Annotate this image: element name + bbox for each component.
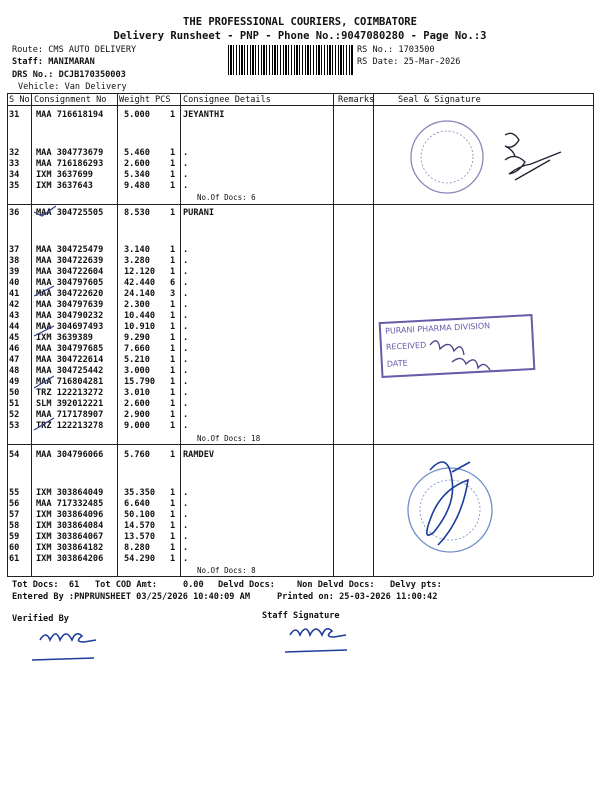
- row-pcs: 1: [170, 300, 176, 310]
- row-details: .: [183, 510, 189, 520]
- total-docs: Tot Docs: 61: [12, 580, 80, 590]
- row-pcs: 1: [170, 148, 176, 158]
- col-header-seal: Seal & Signature: [398, 95, 481, 105]
- row-consignment: IXM 303864067: [36, 532, 104, 542]
- row-pcs: 1: [170, 366, 176, 376]
- row-details: .: [183, 488, 189, 498]
- row-details: .: [183, 532, 189, 542]
- verified-signature: [32, 634, 96, 660]
- row-pcs: 1: [170, 450, 176, 460]
- row-sno: 50: [9, 388, 20, 398]
- row-details: .: [183, 278, 189, 288]
- row-consignment: MAA 717332485: [36, 499, 104, 509]
- row-details: .: [183, 410, 189, 420]
- row-details: .: [183, 377, 189, 387]
- delivery-points: Delvy pts:: [390, 580, 442, 590]
- row-details: .: [183, 355, 189, 365]
- row-weight: 3.140: [124, 245, 150, 255]
- row-pcs: 1: [170, 267, 176, 277]
- row-sno: 61: [9, 554, 20, 564]
- row-weight: 2.600: [124, 159, 150, 169]
- row-details: .: [183, 159, 189, 169]
- row-consignment: IXM 3637643: [36, 181, 93, 191]
- rs-number: RS No.: 1703500: [357, 45, 435, 55]
- round-stamp: [411, 121, 483, 193]
- row-details: PURANI: [183, 208, 215, 218]
- row-sno: 39: [9, 267, 20, 277]
- row-pcs: 1: [170, 181, 176, 191]
- row-consignment: MAA 304773679: [36, 148, 104, 158]
- row-weight: 10.910: [124, 322, 156, 332]
- row-pcs: 1: [170, 421, 176, 431]
- row-sno: 31: [9, 110, 20, 120]
- row-sno: 44: [9, 322, 20, 332]
- row-weight: 9.000: [124, 421, 150, 431]
- row-consignment: TRZ 122213272: [36, 388, 104, 398]
- row-pcs: 1: [170, 208, 176, 218]
- row-weight: 5.000: [124, 110, 150, 120]
- row-pcs: 1: [170, 554, 176, 564]
- row-sno: 36: [9, 208, 20, 218]
- row-details: .: [183, 148, 189, 158]
- row-pcs: 1: [170, 488, 176, 498]
- rs-date: RS Date: 25-Mar-2026: [357, 57, 461, 67]
- row-consignment: MAA 304796066: [36, 450, 104, 460]
- row-pcs: 1: [170, 311, 176, 321]
- row-sno: 43: [9, 311, 20, 321]
- row-weight: 2.900: [124, 410, 150, 420]
- row-consignment: IXM 303864182: [36, 543, 104, 553]
- row-pcs: 1: [170, 256, 176, 266]
- row-details: .: [183, 256, 189, 266]
- row-consignment: TRZ 122213278: [36, 421, 104, 431]
- row-pcs: 3: [170, 289, 176, 299]
- row-details: JEYANTHI: [183, 110, 225, 120]
- col-header-consignment: Consignment No: [34, 95, 107, 105]
- row-pcs: 1: [170, 410, 176, 420]
- row-sno: 60: [9, 543, 20, 553]
- row-details: .: [183, 181, 189, 191]
- row-details: .: [183, 554, 189, 564]
- row-sno: 58: [9, 521, 20, 531]
- row-sno: 59: [9, 532, 20, 542]
- row-consignment: MAA 716186293: [36, 159, 104, 169]
- signature: [427, 462, 470, 545]
- row-sno: 37: [9, 245, 20, 255]
- row-weight: 3.280: [124, 256, 150, 266]
- row-pcs: 1: [170, 399, 176, 409]
- row-consignment: IXM 303864096: [36, 510, 104, 520]
- row-details: .: [183, 399, 189, 409]
- row-consignment: IXM 3637699: [36, 170, 93, 180]
- row-sno: 54: [9, 450, 20, 460]
- row-details: .: [183, 300, 189, 310]
- col-header-details: Consignee Details: [183, 95, 271, 105]
- row-weight: 54.290: [124, 554, 156, 564]
- row-consignment: MAA 304722614: [36, 355, 104, 365]
- col-header-pcs: PCS: [155, 95, 171, 105]
- row-consignment: MAA 304725505: [36, 208, 104, 218]
- row-sno: 38: [9, 256, 20, 266]
- row-weight: 9.480: [124, 181, 150, 191]
- row-weight: 50.100: [124, 510, 156, 520]
- row-sno: 47: [9, 355, 20, 365]
- row-weight: 2.600: [124, 399, 150, 409]
- row-pcs: 6: [170, 278, 176, 288]
- row-weight: 5.210: [124, 355, 150, 365]
- row-details: .: [183, 344, 189, 354]
- row-details: .: [183, 289, 189, 299]
- stamp-received: RECEIVED: [385, 340, 427, 352]
- row-pcs: 1: [170, 543, 176, 553]
- row-pcs: 1: [170, 170, 176, 180]
- stamp-division: PURANI PHARMA DIVISION: [384, 321, 491, 336]
- staff-signature: [285, 629, 347, 652]
- row-consignment: MAA 716618194: [36, 110, 104, 120]
- group-doc-count: No.Of Docs: 18: [197, 434, 261, 443]
- row-weight: 5.760: [124, 450, 150, 460]
- drs-number: DRS No.: DCJB170350003: [12, 70, 126, 80]
- row-weight: 2.300: [124, 300, 150, 310]
- row-details: .: [183, 543, 189, 553]
- row-sno: 35: [9, 181, 20, 191]
- row-sno: 49: [9, 377, 20, 387]
- row-pcs: 1: [170, 322, 176, 332]
- row-weight: 3.010: [124, 388, 150, 398]
- row-details: .: [183, 366, 189, 376]
- row-pcs: 1: [170, 110, 176, 120]
- row-weight: 7.660: [124, 344, 150, 354]
- row-weight: 42.440: [124, 278, 156, 288]
- row-pcs: 1: [170, 532, 176, 542]
- row-consignment: SLM 392012221: [36, 399, 104, 409]
- row-sno: 41: [9, 289, 20, 299]
- vehicle-label: Vehicle: Van Delivery: [18, 82, 127, 92]
- row-pcs: 1: [170, 344, 176, 354]
- entered-by: Entered By :PNPRUNSHEET 03/25/2026 10:40:09 AM: [12, 592, 250, 602]
- row-sno: 55: [9, 488, 20, 498]
- row-sno: 32: [9, 148, 20, 158]
- row-weight: 10.440: [124, 311, 156, 321]
- row-details: RAMDEV: [183, 450, 215, 460]
- row-consignment: MAA 304797605: [36, 278, 104, 288]
- row-weight: 35.350: [124, 488, 156, 498]
- row-consignment: IXM 303864084: [36, 521, 104, 531]
- row-details: .: [183, 388, 189, 398]
- row-consignment: MAA 304725442: [36, 366, 104, 376]
- col-header-sno: S No: [9, 95, 30, 105]
- row-pcs: 1: [170, 355, 176, 365]
- row-pcs: 1: [170, 521, 176, 531]
- row-details: .: [183, 170, 189, 180]
- row-weight: 14.570: [124, 521, 156, 531]
- row-consignment: MAA 717178907: [36, 410, 104, 420]
- row-details: .: [183, 333, 189, 343]
- row-consignment: MAA 304722639: [36, 256, 104, 266]
- row-weight: 13.570: [124, 532, 156, 542]
- row-sno: 57: [9, 510, 20, 520]
- staff-signature-label: Staff Signature: [262, 611, 340, 621]
- row-sno: 40: [9, 278, 20, 288]
- col-header-weight: Weight: [119, 95, 151, 105]
- row-sno: 53: [9, 421, 20, 431]
- non-delivered-docs: Non Delvd Docs:: [297, 580, 375, 590]
- row-sno: 34: [9, 170, 20, 180]
- row-weight: 5.460: [124, 148, 150, 158]
- runsheet-subtitle: Delivery Runsheet - PNP - Phone No.:9047080280 - Page No.:3: [113, 30, 487, 42]
- group-doc-count: No.Of Docs: 6: [197, 193, 256, 202]
- row-pcs: 1: [170, 377, 176, 387]
- row-sno: 56: [9, 499, 20, 509]
- verified-by-label: Verified By: [12, 614, 69, 624]
- total-cod: Tot COD Amt: 0.00: [95, 580, 204, 590]
- row-details: .: [183, 499, 189, 509]
- row-pcs: 1: [170, 333, 176, 343]
- delivered-docs: Delvd Docs:: [218, 580, 275, 590]
- row-consignment: MAA 304797639: [36, 300, 104, 310]
- row-weight: 8.530: [124, 208, 150, 218]
- row-pcs: 1: [170, 388, 176, 398]
- stamp-date: DATE: [386, 358, 408, 369]
- row-consignment: MAA 304797685: [36, 344, 104, 354]
- row-consignment: MAA 304790232: [36, 311, 104, 321]
- row-details: .: [183, 322, 189, 332]
- row-weight: 15.790: [124, 377, 156, 387]
- row-pcs: 1: [170, 159, 176, 169]
- row-sno: 33: [9, 159, 20, 169]
- row-sno: 42: [9, 300, 20, 310]
- row-consignment: MAA 304725479: [36, 245, 104, 255]
- row-weight: 3.000: [124, 366, 150, 376]
- row-weight: 24.140: [124, 289, 156, 299]
- row-weight: 6.640: [124, 499, 150, 509]
- row-details: .: [183, 421, 189, 431]
- row-weight: 5.340: [124, 170, 150, 180]
- row-pcs: 1: [170, 510, 176, 520]
- row-sno: 46: [9, 344, 20, 354]
- staff-label: Staff: MANIMARAN: [12, 57, 95, 67]
- row-details: .: [183, 311, 189, 321]
- row-weight: 12.120: [124, 267, 156, 277]
- row-consignment: MAA 304722604: [36, 267, 104, 277]
- row-consignment: IXM 3639389: [36, 333, 93, 343]
- row-sno: 45: [9, 333, 20, 343]
- round-stamp: [408, 468, 492, 552]
- row-pcs: 1: [170, 499, 176, 509]
- row-details: .: [183, 245, 189, 255]
- route-label: Route: CMS AUTO DELIVERY: [12, 45, 137, 55]
- row-weight: 8.280: [124, 543, 150, 553]
- company-name: THE PROFESSIONAL COURIERS, COIMBATORE: [183, 16, 417, 28]
- signature: [505, 133, 561, 180]
- row-sno: 52: [9, 410, 20, 420]
- group-doc-count: No.Of Docs: 8: [197, 566, 256, 575]
- row-consignment: IXM 303864206: [36, 554, 104, 564]
- row-consignment: MAA 304722620: [36, 289, 104, 299]
- row-details: .: [183, 521, 189, 531]
- row-sno: 48: [9, 366, 20, 376]
- row-weight: 9.290: [124, 333, 150, 343]
- row-consignment: IXM 303864049: [36, 488, 104, 498]
- row-consignment: MAA 716804281: [36, 377, 104, 387]
- row-pcs: 1: [170, 245, 176, 255]
- row-sno: 51: [9, 399, 20, 409]
- row-consignment: MAA 304697493: [36, 322, 104, 332]
- col-header-remarks: Remarks: [338, 95, 375, 105]
- row-details: .: [183, 267, 189, 277]
- printed-on: Printed on: 25-03-2026 11:00:42: [277, 592, 438, 602]
